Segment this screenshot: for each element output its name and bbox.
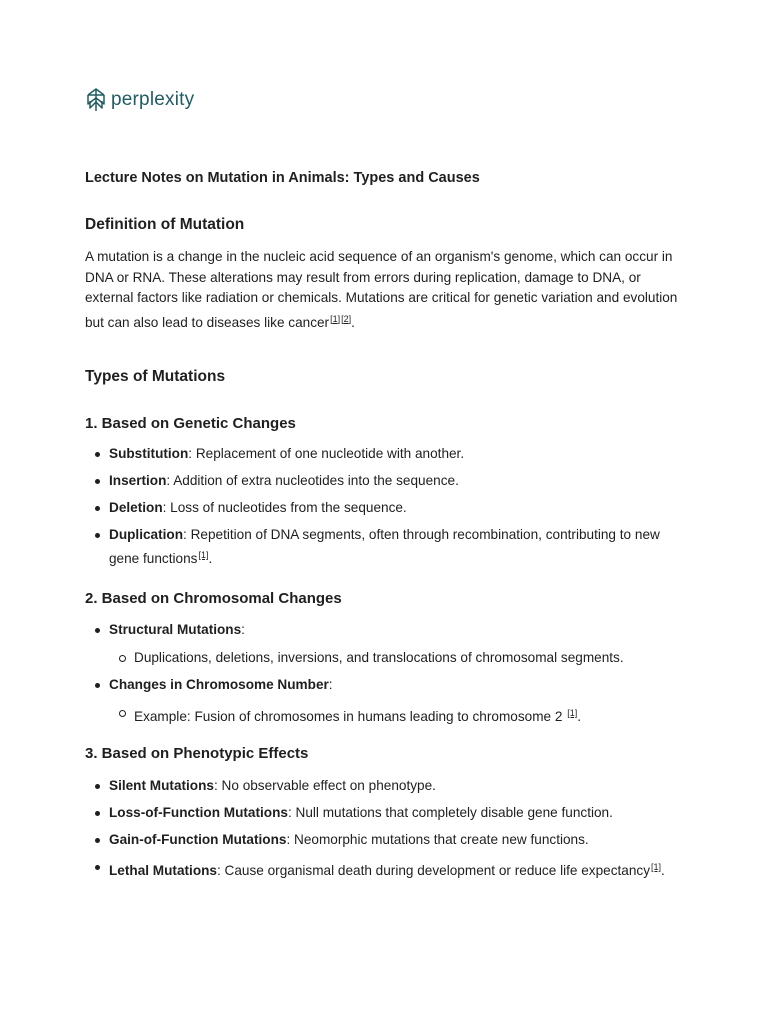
item-desc: : Addition of extra nucleotides into the sequence.: [166, 473, 459, 488]
item-desc: : Loss of nucleotides from the sequence.: [162, 500, 407, 515]
sub-list-item: [85, 703, 685, 727]
item-term: Substitution: [109, 446, 189, 461]
perplexity-logo-icon: [85, 88, 107, 112]
item-desc: : Cause organismal death during development or reduce life expectancy: [217, 863, 650, 878]
item-desc: :: [328, 677, 333, 692]
genetic-list: [85, 444, 685, 569]
definition-paragraph: [85, 247, 685, 333]
list-item: [85, 776, 685, 796]
item-desc: : No observable effect on phenotype.: [213, 778, 436, 793]
item-term: Loss-of-Function Mutations: [109, 805, 288, 820]
item-term: Duplication: [109, 527, 184, 542]
sub-list-item: [85, 648, 685, 668]
item-term: Structural Mutations: [109, 622, 242, 637]
item-desc: :: [241, 622, 245, 637]
definition-text: A mutation is a change in the nucleic acid sequence of an organism's genome, which can occur in DNA or RNA. These alterations may result from errors during replication, damage to DNA, or external factors like radiation or chemicals. Mutations are critical for genetic variation and evolution but can also lead to diseases like cancer: [85, 249, 678, 330]
citation-link[interactable]: [2]: [341, 313, 352, 324]
chromosomal-heading: 2. Based on Chromosomal Changes: [85, 590, 342, 607]
types-heading: Types of Mutations: [85, 368, 226, 385]
sub-item-text: Duplications, deletions, inversions, and translocations of chromosomal segments.: [134, 650, 624, 665]
period: .: [577, 709, 581, 724]
citation-link[interactable]: [1]: [330, 313, 341, 324]
item-desc: : Replacement of one nucleotide with another.: [188, 446, 465, 461]
phenotypic-heading: 3. Based on Phenotypic Effects: [85, 745, 309, 762]
citation-link[interactable]: [1]: [198, 550, 209, 560]
phenotypic-list: [85, 776, 685, 881]
item-term: Gain-of-Function Mutations: [109, 832, 287, 847]
item-desc: : Neomorphic mutations that create new functions.: [286, 832, 589, 847]
list-item: [85, 857, 685, 881]
chromosomal-sublist: [85, 648, 685, 668]
list-item: [85, 830, 685, 850]
item-desc: : Repetition of DNA segments, often through recombination, contributing to new gene functions: [109, 527, 660, 566]
page-title: Lecture Notes on Mutation in Animals: Types and Causes: [85, 170, 480, 186]
list-item: [85, 803, 685, 823]
item-term: Insertion: [109, 473, 167, 488]
sub-item-text: Example: Fusion of chromosomes in humans leading to chromosome 2: [134, 709, 567, 724]
citation-link[interactable]: [1]: [567, 708, 578, 718]
item-term: Changes in Chromosome Number: [109, 677, 329, 692]
list-item: [85, 471, 685, 491]
item-term: Deletion: [109, 500, 163, 515]
list-item: [85, 444, 685, 464]
item-term: Silent Mutations: [109, 778, 214, 793]
list-item: [85, 620, 685, 640]
chromosomal-list-2: [85, 675, 685, 695]
perplexity-logo: [85, 88, 194, 112]
period: .: [208, 551, 213, 566]
list-item: [85, 525, 685, 569]
chromosomal-list: [85, 620, 685, 648]
period: .: [661, 863, 665, 878]
definition-heading: Definition of Mutation: [85, 216, 245, 233]
list-item: [85, 498, 685, 518]
logo-wordmark: perplexity: [111, 89, 195, 110]
citation-link[interactable]: [1]: [651, 862, 662, 872]
item-term: Lethal Mutations: [109, 863, 217, 878]
chromosomal-sublist-2: [85, 703, 685, 727]
period: .: [351, 314, 355, 330]
item-desc: : Null mutations that completely disable gene function.: [287, 805, 613, 820]
list-item: [85, 675, 685, 695]
genetic-heading: 1. Based on Genetic Changes: [85, 415, 296, 432]
